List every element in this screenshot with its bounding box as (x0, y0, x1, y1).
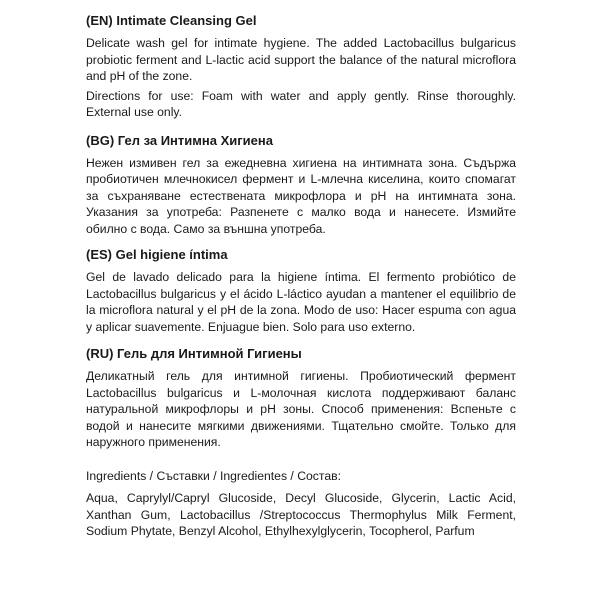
section-title-spanish: (ES) Gel higiene íntima (86, 247, 228, 262)
section-body-english (86, 35, 516, 121)
description-spanish: Gel de lavado delicado para la higiene íntima. El fermento probiótico de Lactobacillus bulgaricus y el ácido L-láctico ayudan a mantener el equilibrio de la microflora natural y el pH de la zona. Modo de uso: Hacer espuma con agua y aplicar suavemente. Enjuague bien. Solo para uso externo. (86, 270, 516, 334)
section-body-russian (86, 368, 516, 451)
section-russian (86, 345, 516, 451)
section-english (86, 12, 516, 121)
section-title-english: (EN) Intimate Cleansing Gel (86, 13, 257, 28)
section-body-spanish (86, 269, 516, 335)
section-title-russian: (RU) Гель для Интимной Гигиены (86, 346, 302, 361)
ingredients-list: Aqua, Caprylyl/Capryl Glucoside, Decyl Glucoside, Glycerin, Lactic Acid, Xanthan Gum, Lactobacillus /Streptococcus Thermophylus Milk Ferment, Sodium Phytate, Benzyl Alcohol, Ethylhexylglycerin, Tocopherol, Parfum (86, 491, 516, 538)
description-english: Delicate wash gel for intimate hygiene. The added Lactobacillus bulgaricus probiotic ferment and L-lactic acid support the balance of the natural microflora and pH of the zone. (86, 36, 516, 83)
product-label-text (86, 12, 516, 540)
ingredients-heading: Ingredients / Съставки / Ingredientes / Состав: (86, 468, 341, 483)
section-spanish (86, 246, 516, 335)
ingredients-block (86, 468, 516, 540)
section-bulgarian (86, 132, 516, 238)
directions-english: Directions for use: Foam with water and apply gently. Rinse thoroughly. External use only. (86, 88, 516, 119)
description-bulgarian: Нежен измивен гел за ежедневна хигиена на интимната зона. Съдържа пробиотичен млечнокисел фермент и L-млечна киселина, които спомагат за съхраняване естествената микрофлора и pH на интимната зона. Указания за употреба: Разпенете с малко вода и нанесете. Измийте обилно с вода. Само за външна употреба. (86, 155, 516, 236)
section-body-bulgarian (86, 155, 516, 238)
section-title-bulgarian: (BG) Гел за Интимна Хигиена (86, 132, 273, 148)
description-russian: Деликатный гель для интимной гигиены. Пробиотический фермент Lactobacillus bulgaricus и L-молочная кислота поддерживают баланс натуральной микрофлоры и pH зоны. Способ применения: Вспеньте с водой и нанесите мягкими движениями. Тщательно смойте. Только для наружного применения. (86, 369, 516, 449)
